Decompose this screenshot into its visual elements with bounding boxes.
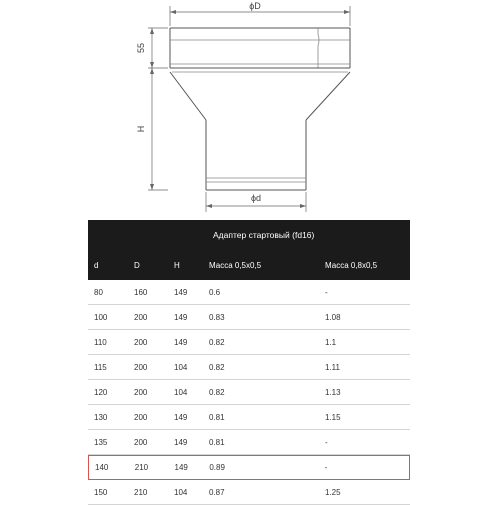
- header-cell: Масса 0,5х0,5: [209, 260, 262, 270]
- table-cell: 0.6: [209, 287, 221, 297]
- table-cell: 80: [94, 287, 103, 297]
- table-cell: 0.87: [209, 487, 225, 497]
- table-row: [88, 380, 410, 405]
- table-cell: 200: [134, 312, 148, 322]
- table-row: [88, 280, 410, 305]
- table-cell: 0.82: [209, 337, 225, 347]
- dim-label-inner-diameter: ϕd: [250, 193, 262, 203]
- table-cell: 135: [94, 437, 108, 447]
- header-cell: H: [174, 260, 180, 270]
- table-cell: 1.1: [325, 337, 337, 347]
- table-cell: 104: [174, 362, 188, 372]
- table-cell: 0.81: [209, 412, 225, 422]
- table-cell: 115: [94, 362, 107, 372]
- table-cell: 110: [94, 337, 107, 347]
- table-cell: 200: [134, 412, 148, 422]
- table-cell: 149: [174, 287, 188, 297]
- dim-label-height: H: [136, 125, 146, 133]
- table-cell: 0.82: [209, 362, 225, 372]
- table-cell: 149: [174, 437, 188, 447]
- table-row: [88, 480, 410, 505]
- table-cell: 0.89: [209, 463, 225, 472]
- table-header-row: [88, 250, 410, 280]
- table-cell: 104: [174, 487, 188, 497]
- table-cell: 100: [94, 312, 108, 322]
- adapter-cone-outline: [170, 72, 350, 120]
- dim-label-outer-diameter: ϕD: [249, 1, 261, 11]
- table-cell: 150: [94, 487, 108, 497]
- table-cell: 149: [174, 463, 188, 472]
- adapter-pipe-outline: [206, 120, 306, 190]
- table-cell: -: [325, 437, 328, 447]
- header-cell: Масса 0,8х0,5: [325, 260, 378, 270]
- table-cell: 1.11: [325, 362, 340, 372]
- table-cell: 0.82: [209, 387, 225, 397]
- header-cell: D: [134, 260, 140, 270]
- table-cell: 200: [134, 362, 148, 372]
- table-row-highlighted: [88, 455, 410, 480]
- table-cell: 200: [134, 337, 148, 347]
- table-row: [88, 330, 410, 355]
- table-cell: -: [324, 463, 328, 472]
- table-cell: -: [325, 287, 328, 297]
- table-row: [88, 355, 410, 380]
- table-cell: 149: [174, 412, 188, 422]
- table-cell: 0.83: [209, 312, 225, 322]
- table-cell: 210: [134, 487, 148, 497]
- table-cell: 200: [134, 387, 148, 397]
- table-cell: 140: [95, 463, 109, 472]
- table-cell: 120: [94, 387, 108, 397]
- table-cell: 1.25: [325, 487, 341, 497]
- table-title: Адаптер стартовый (fd16): [88, 220, 410, 250]
- table-cell: 210: [134, 463, 149, 472]
- table-cell: 200: [134, 437, 148, 447]
- table-cell: 1.13: [325, 387, 341, 397]
- table-cell: 149: [174, 312, 188, 322]
- table-row: [88, 305, 410, 330]
- table-cell: 130: [94, 412, 108, 422]
- header-cell: d: [94, 260, 99, 270]
- adapter-technical-drawing: [0, 0, 500, 218]
- table-row: [88, 430, 410, 455]
- table-cell: 149: [174, 337, 188, 347]
- table-cell: 160: [134, 287, 148, 297]
- table-cell: 0.81: [209, 437, 225, 447]
- table-row: [88, 405, 410, 430]
- table-cell: 104: [174, 387, 188, 397]
- adapter-collar-outline: [170, 28, 350, 68]
- spec-table: [88, 220, 410, 500]
- table-body: [88, 280, 410, 505]
- table-cell: 1.15: [325, 412, 341, 422]
- table-cell: 1.08: [325, 312, 341, 322]
- dim-label-collar-height: 55: [136, 42, 146, 54]
